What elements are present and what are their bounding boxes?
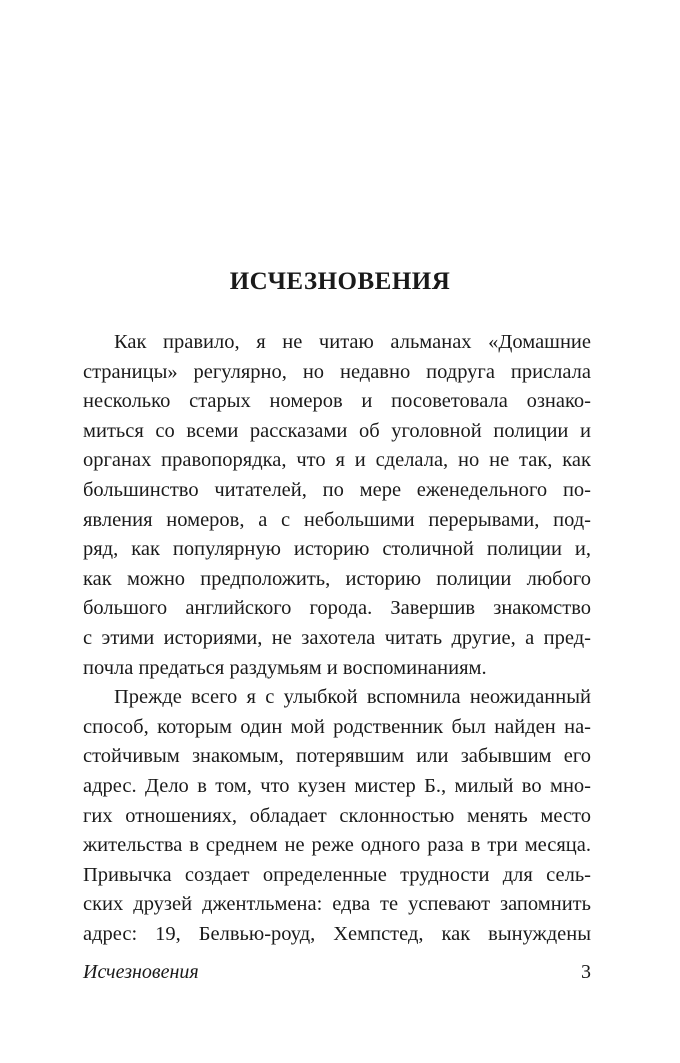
text-line: миться со всеми рассказами об уголовной полиции и: [83, 419, 591, 442]
text-line: большого английского города. Завершив знакомство: [83, 597, 591, 620]
text-line: способ, которым один мой родственник был найден на-: [83, 715, 591, 738]
text-line: с этими историями, не захотела читать другие, а пред-: [83, 626, 591, 649]
chapter-title: ИСЧЕЗНОВЕНИЯ: [229, 268, 451, 295]
text-line: почла предаться раздумьям и воспоминаниям.: [83, 656, 487, 679]
text-line: несколько старых номеров и посоветовала ознако-: [83, 390, 591, 413]
text-line: жительства в среднем не реже одного раза в три месяца.: [83, 834, 591, 857]
text-line: Привычка создает определенные трудности для сель-: [83, 863, 591, 886]
text-line: Прежде всего я с улыбкой вспомнила неожиданный: [114, 686, 591, 709]
text-line: большинство читателей, по мере еженедельного по-: [83, 478, 591, 501]
text-line: ских друзей джентльмена: едва те успевают запомнить: [83, 893, 591, 916]
text-line: стойчивым знакомым, потерявшим или забывшим его: [83, 745, 591, 768]
text-line: страницы» регулярно, но недавно подруга прислала: [83, 360, 591, 383]
text-line: органах правопорядка, что я и сделала, но не так, как: [83, 449, 591, 472]
text-line: Как правило, я не читаю альманах «Домашние: [114, 331, 591, 353]
page-number: 3: [581, 961, 591, 983]
text-line: явления номеров, а с небольшими перерывами, под-: [83, 508, 591, 531]
text-line: как можно предположить, историю полиции любого: [83, 567, 591, 590]
text-line: адрес. Дело в том, что кузен мистер Б., милый во мно-: [83, 774, 591, 797]
running-title: Исчезновения: [83, 961, 199, 983]
text-line: гих отношениях, обладает склонностью менять место: [83, 804, 591, 827]
body-text: [83, 328, 591, 949]
text-line: ряд, как популярную историю столичной полиции и,: [83, 538, 591, 561]
text-line: адрес: 19, Белвью-роуд, Хемпстед, как вынуждены: [83, 922, 591, 945]
